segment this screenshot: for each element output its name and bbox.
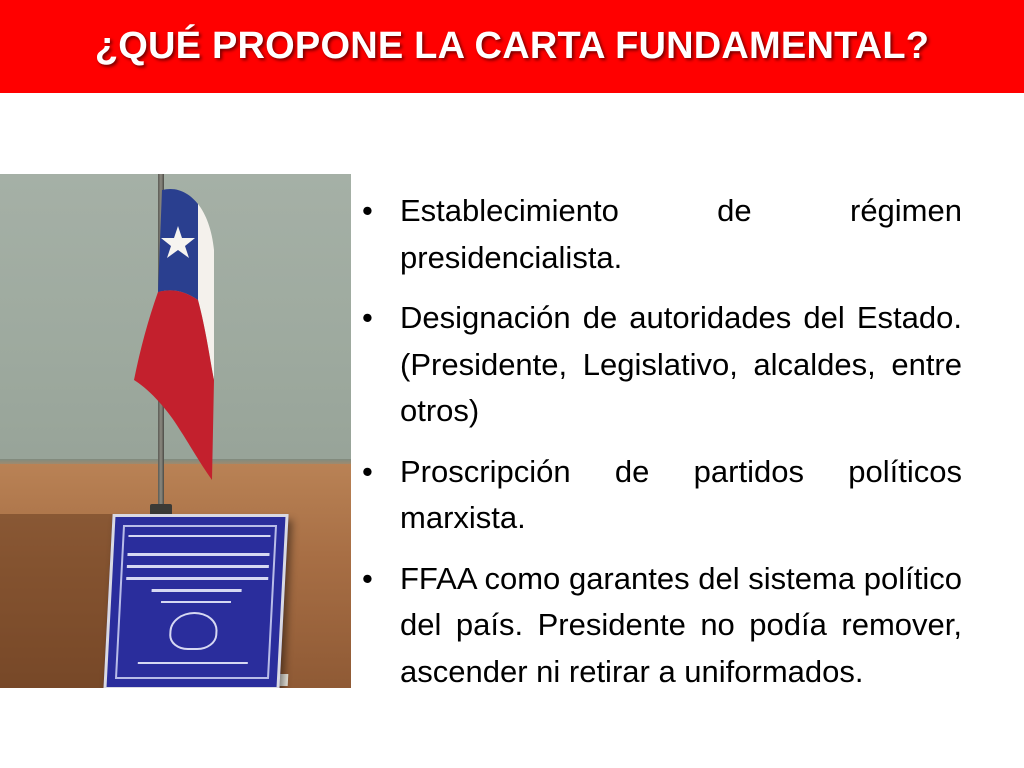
bullet-text: FFAA como garantes del sistema político del país. Presidente no podía remover, ascender ni retirar a uniformados. — [400, 560, 962, 689]
slide-title: ¿QUÉ PROPONE LA CARTA FUNDAMENTAL? — [94, 25, 930, 67]
book-text-line — [128, 535, 270, 537]
chile-flag-book-photo — [0, 174, 351, 688]
bullet-dot-icon: • — [362, 300, 373, 335]
bullet-list — [360, 188, 962, 709]
title-bar — [0, 0, 1024, 93]
bullet-item — [360, 188, 962, 281]
coat-of-arms-icon — [168, 612, 218, 650]
bullet-text: Designación de autoridades del Estado. (Presidente, Legislativo, alcaldes, entre otros) — [400, 300, 962, 428]
chile-flag-icon — [128, 180, 224, 480]
bullet-item — [360, 449, 962, 542]
bullet-text: Proscripción de partidos políticos marxista. — [400, 453, 962, 535]
constitution-book-icon — [103, 514, 288, 688]
bullet-text: Establecimiento de régimen presidencialista. — [400, 193, 962, 275]
bullet-item — [360, 556, 962, 696]
book-text-line — [138, 662, 248, 664]
bullet-item — [360, 295, 962, 435]
book-text-line — [161, 601, 231, 603]
photo-shadow — [0, 514, 120, 688]
book-text-line — [127, 565, 269, 568]
book-text-line — [152, 589, 242, 592]
bullet-dot-icon: • — [362, 193, 373, 228]
book-text-line — [126, 577, 268, 580]
bullet-dot-icon: • — [362, 560, 373, 596]
book-text-line — [127, 553, 269, 556]
bullet-dot-icon: • — [362, 453, 373, 489]
